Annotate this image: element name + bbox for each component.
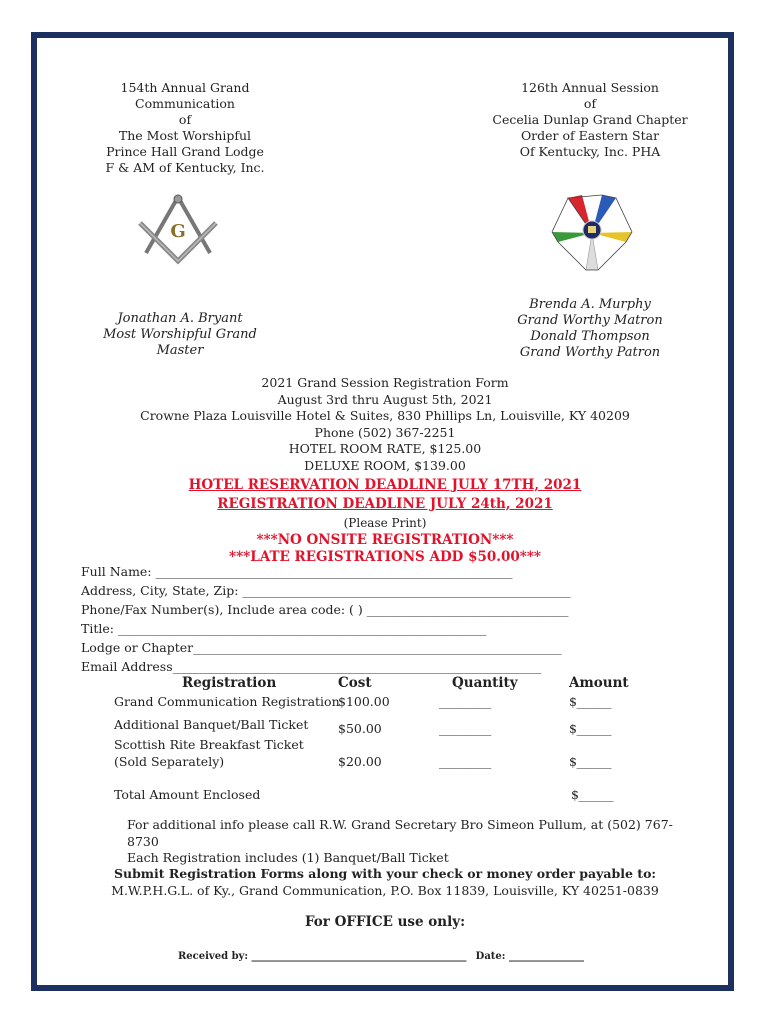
address-field[interactable]: Address, City, State, Zip: _________________________________________________________ bbox=[81, 583, 571, 598]
row-item: Scottish Rite Breakfast Ticket (Sold Separately) bbox=[114, 737, 304, 769]
office-use-fields bbox=[178, 944, 584, 963]
svg-text:G: G bbox=[170, 221, 186, 242]
row-amount-input[interactable]: $______ bbox=[569, 721, 611, 736]
row-amount-input[interactable]: $______ bbox=[569, 694, 611, 709]
cost-header: Cost bbox=[338, 675, 372, 691]
lodge-chapter-field[interactable]: Lodge or Chapter________________________________________________________________ bbox=[81, 640, 562, 655]
registrant-fields bbox=[81, 562, 641, 676]
submit-heading: Submit Registration Forms along with your check or money order payable to: bbox=[113, 866, 657, 881]
row-cost: $20.00 bbox=[338, 754, 382, 769]
email-field[interactable]: Email Address________________________________________________________________ bbox=[81, 659, 541, 674]
please-print: (Please Print) bbox=[343, 516, 427, 530]
quantity-header: Quantity bbox=[452, 675, 518, 691]
date-field[interactable]: Date: _______________ bbox=[475, 951, 584, 962]
row-quantity-input[interactable]: _________ bbox=[439, 694, 491, 709]
late-fee-notice: ***LATE REGISTRATIONS ADD $50.00*** bbox=[229, 549, 541, 565]
full-name-field[interactable]: Full Name: ______________________________________________________________ bbox=[81, 564, 513, 579]
received-by-field[interactable]: Received by: ___________________________________________ bbox=[178, 951, 467, 962]
notes bbox=[127, 817, 687, 867]
row-cost: $100.00 bbox=[338, 694, 390, 709]
total-label: Total Amount Enclosed bbox=[114, 787, 261, 802]
mailing-address: M.W.P.H.G.L. of Ky., Grand Communication, P.O. Box 11839, Louisville, KY 40251-0839 bbox=[111, 883, 659, 898]
row-quantity-input[interactable]: _________ bbox=[439, 754, 491, 769]
lodge-header: 154th Annual Grand Communication of The Most Worshipful Prince Hall Grand Lodge F & AM of Kentucky, Inc. bbox=[105, 80, 265, 175]
hotel-address: Crowne Plaza Louisville Hotel & Suites, 830 Phillips Ln, Louisville, KY 40209 bbox=[140, 408, 630, 423]
deluxe-rate: DELUXE ROOM, $139.00 bbox=[304, 457, 466, 473]
room-rate: HOTEL ROOM RATE, $125.00 bbox=[288, 441, 482, 456]
event-dates: August 3rd thru August 5th, 2021 bbox=[277, 391, 493, 407]
phone-field[interactable]: Phone/Fax Number(s), Include area code: ( ) ___________________________________ bbox=[81, 602, 569, 617]
hotel-deadline: HOTEL RESERVATION DEADLINE JULY 17TH, 2021 bbox=[188, 477, 582, 493]
contact-note: For additional info please call R.W. Grand Secretary Bro Simeon Pullum, at (502) 767-8730 bbox=[127, 817, 673, 849]
row-quantity-input[interactable]: _________ bbox=[439, 721, 491, 736]
event-info bbox=[60, 375, 710, 474]
hotel-phone: Phone (502) 367-2251 bbox=[314, 424, 456, 440]
grand-master-block: Jonathan A. Bryant Most Worshipful Grand Master bbox=[103, 311, 257, 358]
banquet-note: Each Registration includes (1) Banquet/Ball Ticket bbox=[127, 850, 449, 865]
row-item: Additional Banquet/Ball Ticket bbox=[114, 717, 309, 732]
row-amount-input[interactable]: $______ bbox=[569, 754, 611, 769]
deadlines bbox=[60, 476, 710, 566]
amount-header: Amount bbox=[569, 675, 629, 691]
registration-header: Registration bbox=[182, 675, 277, 691]
no-onsite-notice: ***NO ONSITE REGISTRATION*** bbox=[256, 532, 514, 548]
row-cost: $50.00 bbox=[338, 721, 382, 736]
form-title: 2021 Grand Session Registration Form bbox=[261, 375, 509, 390]
row-item: Grand Communication Registration bbox=[114, 694, 340, 709]
office-use-heading: For OFFICE use only: bbox=[304, 914, 466, 930]
chapter-officers-block: Brenda A. Murphy Grand Worthy Matron Donald Thompson Grand Worthy Patron bbox=[517, 297, 663, 360]
registration-deadline: REGISTRATION DEADLINE JULY 24th, 2021 bbox=[217, 496, 553, 512]
eastern-star-emblem-icon bbox=[546, 192, 638, 274]
chapter-header: 126th Annual Session of Cecelia Dunlap Grand Chapter Order of Eastern Star Of Kentucky, Inc. PHA bbox=[492, 80, 688, 159]
square-compass-emblem-icon bbox=[136, 193, 220, 267]
submit-instructions bbox=[60, 865, 710, 899]
title-field[interactable]: Title: ________________________________________________________________ bbox=[81, 621, 486, 636]
total-amount-input[interactable]: $______ bbox=[571, 787, 613, 802]
